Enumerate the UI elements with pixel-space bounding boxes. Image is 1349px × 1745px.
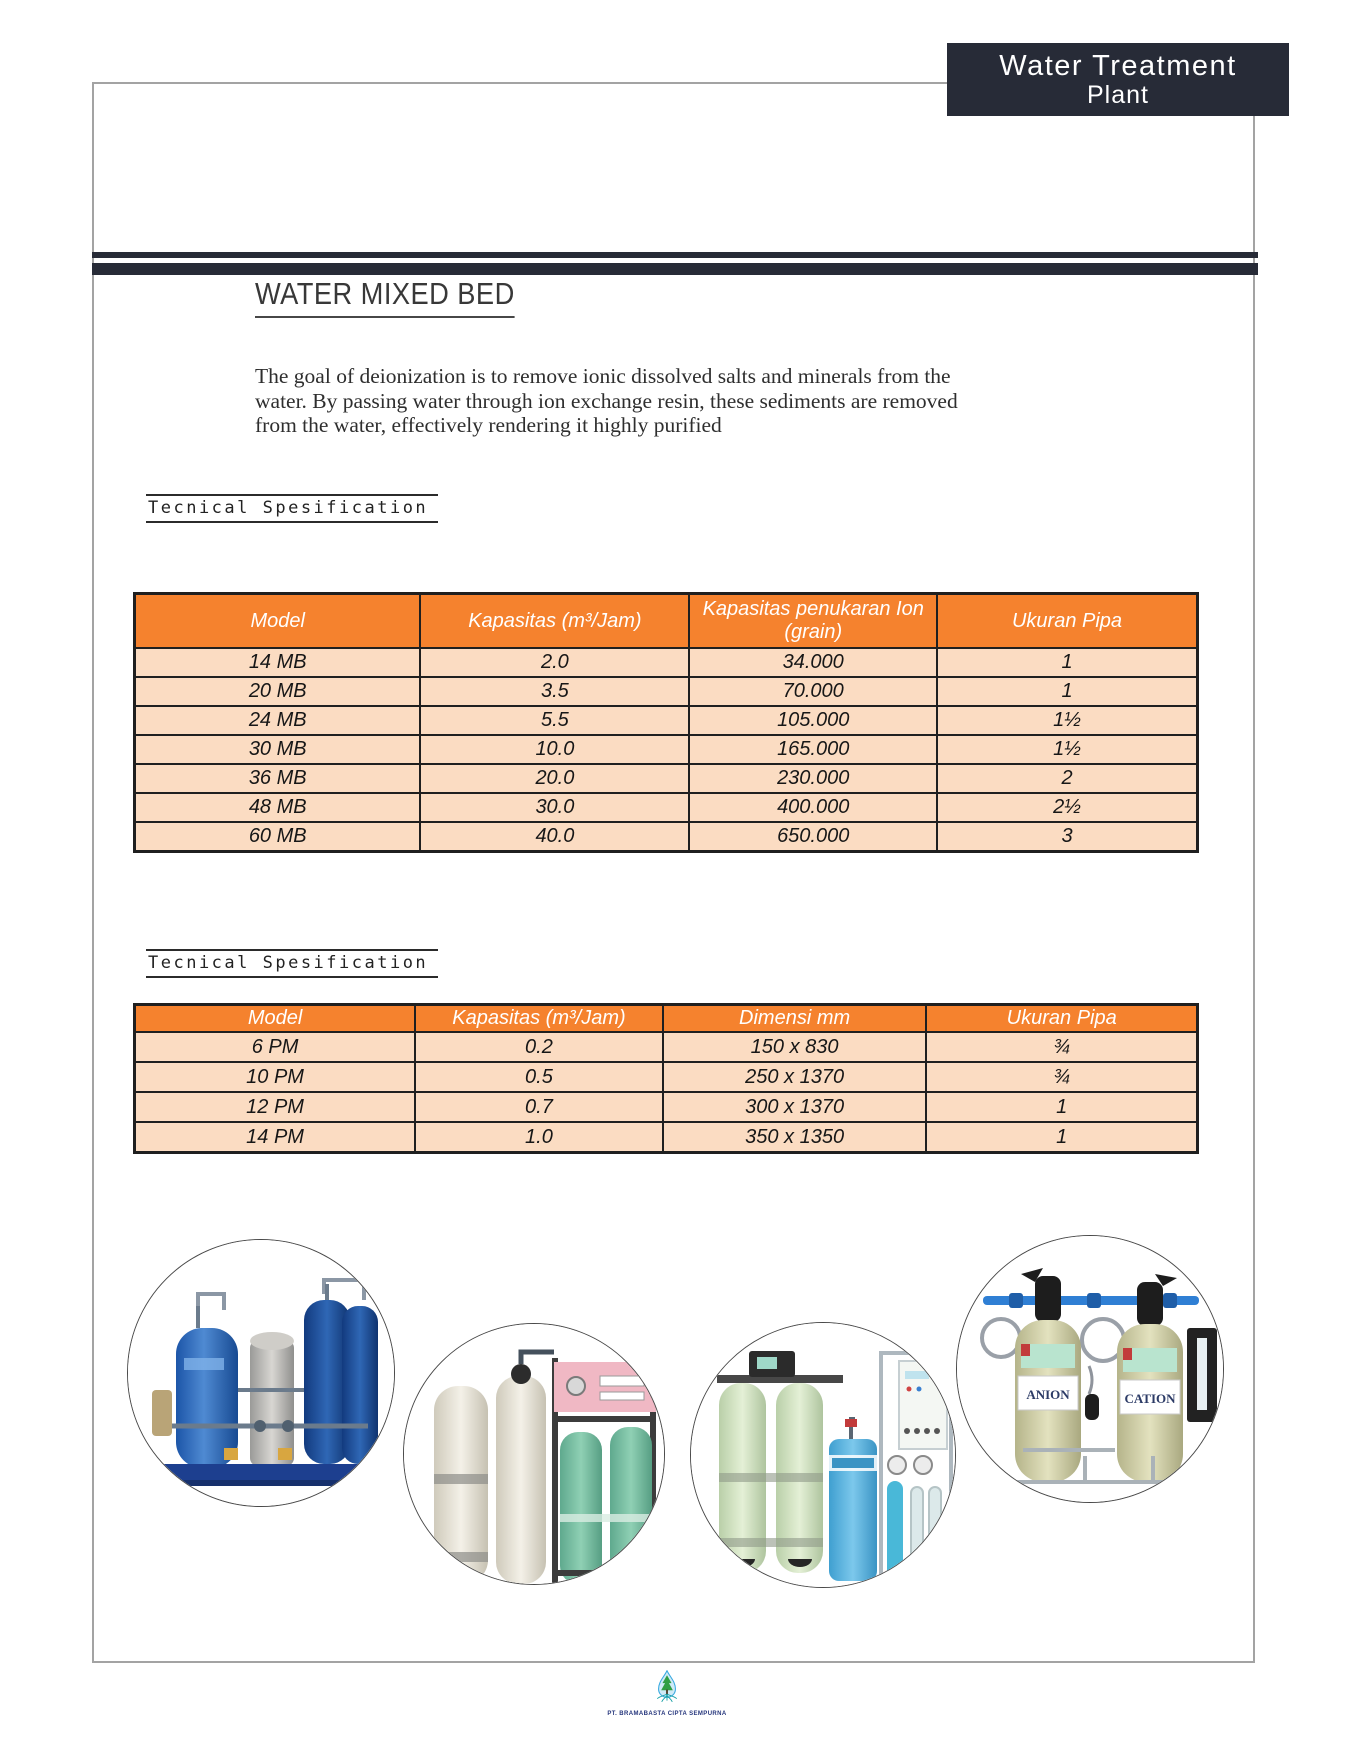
cell-ion-capacity: 105.000 [689,706,937,735]
cell-model: 10 PM [135,1062,416,1092]
cell-capacity: 10.0 [420,735,689,764]
cell-dimension: 350 x 1350 [663,1122,927,1153]
cell-dimension: 150 x 830 [663,1032,927,1062]
table-row [135,822,1198,852]
table-row [135,764,1198,793]
spec-table-mixed-bed [133,592,1199,853]
cell-ion-capacity: 400.000 [689,793,937,822]
cell-capacity: 40.0 [420,822,689,852]
cell-pipe-size: 2½ [937,793,1197,822]
equipment-illustration [957,1236,1223,1502]
cell-model: 20 MB [135,677,421,706]
table-row [135,735,1198,764]
photo-ro-package-unit [690,1322,956,1588]
cell-model: 12 PM [135,1092,416,1122]
tank-label-cation: CATION [1124,1391,1176,1406]
cell-dimension: 300 x 1370 [663,1092,927,1122]
cell-model: 24 MB [135,706,421,735]
divider-rule-thin [92,252,1258,258]
equipment-illustration [404,1324,664,1584]
column-header: Kapasitas penukaran Ion (grain) [689,594,937,649]
photo-twin-filter-unit [403,1323,665,1585]
table-row [135,648,1198,677]
cell-ion-capacity: 34.000 [689,648,937,677]
cell-pipe-size: 2 [937,764,1197,793]
cell-pipe-size: ¾ [926,1032,1197,1062]
cell-model: 36 MB [135,764,421,793]
cell-model: 14 MB [135,648,421,677]
cell-capacity: 20.0 [420,764,689,793]
table-row [135,1032,1198,1062]
company-name: PT. BRAMABASTA CIPTA SEMPURNA [607,1711,727,1717]
table-header-row [135,1005,1198,1033]
cell-capacity: 0.2 [415,1032,663,1062]
cell-dimension: 250 x 1370 [663,1062,927,1092]
page-title: WATER MIXED BED [255,276,515,318]
cell-pipe-size: 1 [926,1092,1197,1122]
table-row [135,1092,1198,1122]
cell-ion-capacity: 230.000 [689,764,937,793]
cell-ion-capacity: 70.000 [689,677,937,706]
cell-pipe-size: 3 [937,822,1197,852]
company-logo-block [587,1670,747,1717]
table-header-row [135,594,1198,649]
cell-model: 14 PM [135,1122,416,1153]
divider-rule-thick [92,263,1258,275]
cell-capacity: 5.5 [420,706,689,735]
cell-capacity: 3.5 [420,677,689,706]
column-header: Kapasitas (m³/Jam) [415,1005,663,1033]
cell-model: 48 MB [135,793,421,822]
column-header: Model [135,1005,416,1033]
cell-pipe-size: 1½ [937,735,1197,764]
cell-model: 60 MB [135,822,421,852]
photo-blue-deionizer-skid [127,1239,395,1507]
table-row [135,706,1198,735]
banner-title-line1: Water Treatment [999,50,1237,83]
cell-pipe-size: 1 [937,648,1197,677]
cell-model: 30 MB [135,735,421,764]
column-header: Ukuran Pipa [926,1005,1197,1033]
photo-anion-cation-exchanger [956,1235,1224,1503]
table-row [135,1122,1198,1153]
cell-ion-capacity: 650.000 [689,822,937,852]
cell-capacity: 0.7 [415,1092,663,1122]
column-header: Model [135,594,421,649]
equipment-illustration [691,1323,955,1587]
intro-paragraph: The goal of deionization is to remove ionic dissolved salts and minerals from the water. By passing water through ion exchange resin, these sediments are removed from the water, effectively rendering it highly purified [255,364,958,437]
cell-pipe-size: 1 [926,1122,1197,1153]
tank-label-anion: ANION [1026,1387,1070,1402]
cell-pipe-size: 1½ [937,706,1197,735]
section1-label: Tecnical Spesification [146,494,438,523]
cell-capacity: 0.5 [415,1062,663,1092]
banner-title-line2: Plant [1087,80,1149,109]
cell-ion-capacity: 165.000 [689,735,937,764]
company-logo-icon [654,1670,680,1704]
cell-capacity: 1.0 [415,1122,663,1153]
column-header: Ukuran Pipa [937,594,1197,649]
equipment-illustration [128,1240,394,1506]
column-header: Kapasitas (m³/Jam) [420,594,689,649]
spec-table-pm-series [133,1003,1199,1154]
banner [947,43,1289,116]
cell-pipe-size: 1 [937,677,1197,706]
cell-model: 6 PM [135,1032,416,1062]
cell-pipe-size: ¾ [926,1062,1197,1092]
cell-capacity: 30.0 [420,793,689,822]
table-row [135,677,1198,706]
section2-label: Tecnical Spesification [146,949,438,978]
column-header: Dimensi mm [663,1005,927,1033]
table-row [135,1062,1198,1092]
table-row [135,793,1198,822]
cell-capacity: 2.0 [420,648,689,677]
